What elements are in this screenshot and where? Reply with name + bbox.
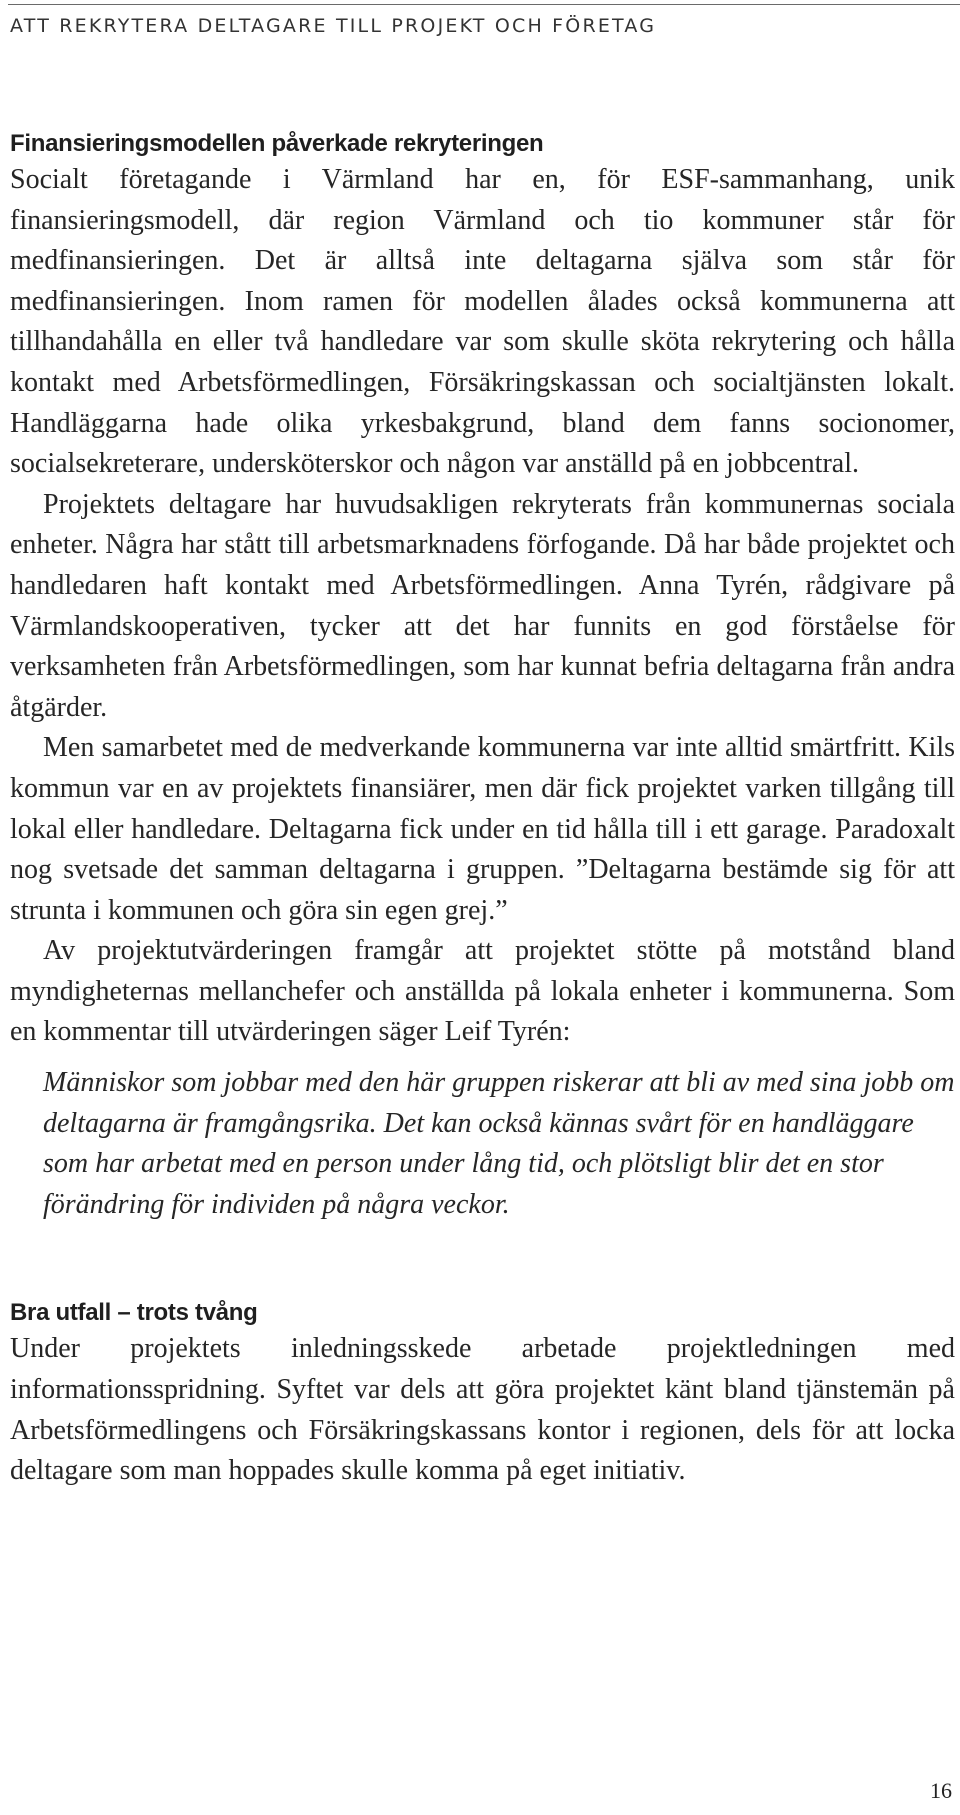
section-heading-financing: Finansieringsmodellen påverkade rekryteringen — [10, 130, 544, 157]
page-number: 16 — [930, 1778, 952, 1803]
block-quote: Människor som jobbar med den här gruppen riskerar att bli av med sina jobb om deltagarna är framgångsrika. Det kan också kännas svårt för en handläggare som har arbetat med en person under lång tid, och plötsligt blir det en stor förändring för individen på några veckor. — [43, 1067, 955, 1220]
header-rule — [8, 4, 960, 5]
body-paragraph: Projektets deltagare har huvudsakligen rekryterats från kommunernas sociala enheter. Några har stått till arbetsmarknadens förfogande. Då har både projektet och handledaren haft kontakt med Arbetsförmedlingen. Anna Tyrén, rådgivare på Värmlandskooperativen, tycker att det har funnits en god förståelse för verksamheten från Arbetsförmedlingen, som har kunnat befria deltagarna från andra åtgärder. — [10, 488, 955, 723]
body-paragraph: Under projektets inledningsskede arbetade projektledningen med informationsspridning. Syftet var dels att göra projektet känt bland tjänstemän på Arbetsförmedlingens och Försäkringskassans kontor i regionen, dels för att locka deltagare som man hoppades skulle komma på eget initiativ. — [10, 1333, 955, 1487]
section-heading-outcome: Bra utfall – trots tvång — [10, 1299, 258, 1327]
section-spacer — [10, 1225, 955, 1297]
page-body — [10, 128, 955, 1492]
body-paragraph: Men samarbetet med de medverkande kommunerna var inte alltid smärtfritt. Kils kommun var en av projektets finansiärer, men där fick projektet varken tillgång till lokal eller handledare. Deltagarna fick under en tid hålla till i ett garage. Paradoxalt nog svetsade det samman deltagarna i gruppen. ”Deltagarna bestämde sig för att strunta i kommunen och göra sin egen grej.” — [10, 732, 955, 926]
body-paragraph: Socialt företagande i Värmland har en, för ESF-sammanhang, unik finansieringsmodell, där region Värmland och tio kommuner står för medfinansieringen. Det är alltså inte deltagarna själva som står för medfinansieringen. Inom ramen för modellen ålades också kommunerna att tillhandahålla en eller två handledare var som skulle sköta rekrytering och hålla kontakt med Arbetsförmedlingen, Försäkringskassan och socialtjänsten lokalt. Handläggarna hade olika yrkesbakgrund, bland dem fanns socionomer, socialsekreterare, undersköterskor och någon var anställd på en jobbcentral. — [10, 164, 955, 480]
running-header: ATT REKRYTERA DELTAGARE TILL PROJEKT OCH FÖRETAG — [10, 15, 657, 37]
body-paragraph: Av projektutvärderingen framgår att projektet stötte på motstånd bland myndigheternas mellanchefer och anställda på lokala enheter i kommunerna. Som en kommentar till utvärderingen säger Leif Tyrén: — [10, 935, 955, 1048]
